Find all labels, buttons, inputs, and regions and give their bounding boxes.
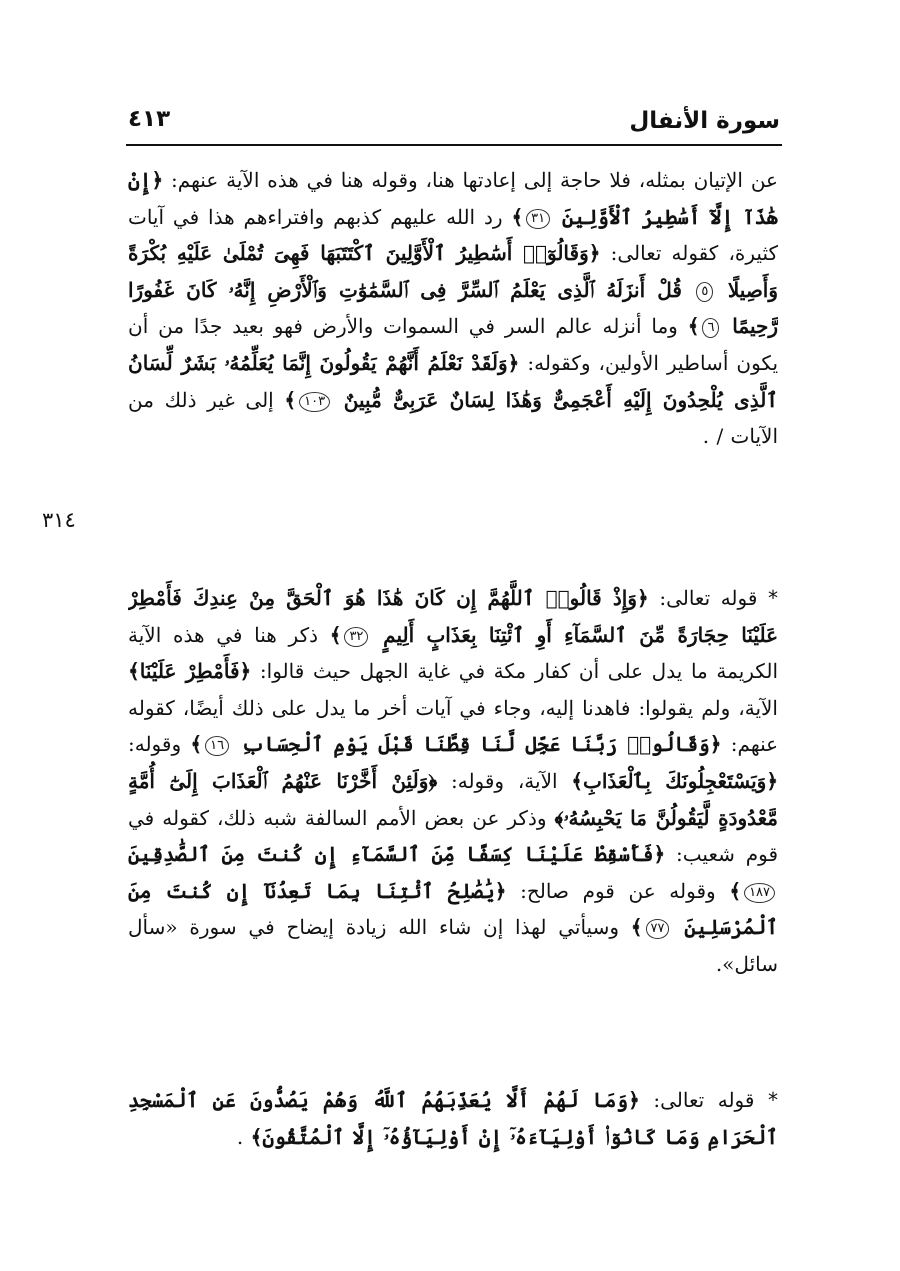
quran-bracket-close: ﴾ bbox=[190, 732, 203, 757]
quran-bracket-open: ﴿ bbox=[637, 586, 649, 610]
quran-quote: وَلَقَدْ نَعْلَمُ أَنَّهُمْ يَقُولُونَ إِنَّمَا يُعَلِّمُهُۥ بَشَرٌ لِّسَانُ ٱلَّذِى يُلْحِدُونَ إِلَيْهِ أَعْجَمِىٌّ وَهَٰذَا لِسَانٌ عَرَبِىٌّ مُّبِينٌ bbox=[128, 350, 778, 412]
ayah-number: ١٨٧ bbox=[744, 883, 775, 903]
quran-bracket-close: ﴾ bbox=[630, 915, 643, 940]
text-segment: عن الإتيان بمثله، فلا حاجة إلى إعادتها هنا، وقوله هنا في هذه الآية عنهم: bbox=[171, 168, 778, 192]
quran-quote: إِنْ هَٰذَآ إِلَّآ أَسَٰطِيرُ ٱلْأَوَّلِينَ bbox=[128, 168, 778, 229]
text-segment: ذكر هنا في هذه الآية الكريمة ما يدل على أن كفار مكة في غاية الجهل حيث قالوا: bbox=[128, 622, 778, 684]
text-segment: . bbox=[236, 1124, 244, 1149]
text-segment: إلى غير ذلك من الآيات / . bbox=[128, 387, 778, 449]
quran-bracket-open: ﴿ bbox=[507, 350, 520, 375]
text-segment: وقوله: bbox=[128, 732, 182, 757]
text-segment: وسيأتي لهذا إن شاء الله زيادة إيضاح في سورة «سأل سائل». bbox=[128, 915, 778, 976]
ayah-number: ٥ bbox=[696, 282, 713, 302]
text-segment: قوله تعالى: bbox=[653, 1088, 755, 1112]
quran-bracket-close: ﴾ bbox=[284, 387, 297, 412]
text-segment: رد الله عليهم كذبهم وافتراءهم هذا في آيات كثيرة، كقوله تعالى: bbox=[128, 204, 778, 266]
quran-quote: يَٰصَٰلِحُ ٱئْتِنَا بِمَا تَعِدُنَآ إِن كُنتَ مِنَ ٱلْمُرْسَلِينَ bbox=[128, 878, 778, 940]
quran-bracket-close: ﴾ bbox=[250, 1124, 263, 1149]
ayah-number: ١٦ bbox=[205, 736, 229, 756]
margin-page-reference: ٣١٤ bbox=[42, 508, 76, 532]
paragraph-3 bbox=[128, 1082, 778, 1158]
text-segment: وذكر عن بعض الأمم السالفة شبه ذلك، كقوله في قوم شعيب: bbox=[128, 805, 778, 867]
page-header bbox=[128, 100, 780, 144]
quran-quote: وَمَا لَهُمْ أَلَّا يُعَذِّبَهُمُ ٱللَّهُ وَهُمْ يَصُدُّونَ عَنِ ٱلْمَسْجِدِ ٱلْحَرَامِ وَمَا كَانُوٓا۟ أَوْلِيَآءَهُۥٓ إِنْ أَوْلِيَآؤُهُۥٓ إِلَّا ٱلْمُتَّقُونَ bbox=[128, 1088, 778, 1149]
text-segment: وما أنزله عالم السر في السموات والأرض فهو بعيد جدًا من أن يكون أساطير الأولين، وكقوله: bbox=[128, 314, 778, 375]
page-body bbox=[128, 162, 778, 1158]
quran-bracket-open: ﴿ bbox=[709, 732, 722, 757]
text-segment: قوله تعالى: bbox=[659, 586, 758, 610]
text-segment: الآية، وقوله: bbox=[450, 768, 558, 793]
quran-bracket-close: ﴾ bbox=[511, 204, 524, 229]
quran-bracket-open: ﴿ bbox=[494, 878, 507, 903]
ayah-number: ١٠٣ bbox=[299, 392, 330, 412]
quran-bracket-open: ﴿ bbox=[239, 659, 252, 684]
paragraph-1 bbox=[128, 162, 778, 564]
quran-bracket-open: ﴿ bbox=[766, 768, 778, 793]
quran-bracket-close: ﴾ bbox=[329, 622, 342, 647]
text-segment: الآية، ولم يقولوا: فاهدنا إليه، وجاء في آيات أخر ما يدل على ذلك أيضًا، كقوله عنهم: bbox=[128, 695, 778, 757]
quran-quote: وَقَالُوا۟ رَبَّنَا عَجِّل لَّنَا قِطَّنَا قَبْلَ يَوْمِ ٱلْحِسَابِ bbox=[241, 732, 710, 757]
quran-quote: فَأَمْطِرْ عَلَيْنَا bbox=[139, 659, 240, 684]
quran-bracket-open: ﴿ bbox=[151, 168, 164, 192]
quran-bracket-open: ﴿ bbox=[428, 768, 438, 793]
quran-bracket-close: ﴾ bbox=[554, 805, 564, 830]
quran-bracket-open: ﴿ bbox=[588, 241, 601, 266]
quran-bracket-open: ﴿ bbox=[628, 1088, 640, 1112]
header-divider bbox=[126, 144, 782, 146]
ayah-number: ٦ bbox=[702, 318, 719, 338]
quran-bracket-close: ﴾ bbox=[128, 659, 140, 684]
quran-quote: وَيَسْتَعْجِلُونَكَ بِٱلْعَذَابِ bbox=[583, 768, 767, 793]
ayah-number: ٧٧ bbox=[646, 919, 670, 939]
ayah-number: ٣١ bbox=[526, 209, 550, 229]
surah-title: سورة الأنفال bbox=[629, 108, 780, 134]
quran-quote: وَإِذْ قَالُوا۟ ٱللَّهُمَّ إِن كَانَ هَٰذَا هُوَ ٱلْحَقَّ مِنْ عِندِكَ فَأَمْطِرْ عَلَيْنَا حِجَارَةً مِّنَ ٱلسَّمَآءِ أَوِ ٱئْتِنَا بِعَذَابٍ أَلِيمٍ bbox=[128, 586, 778, 647]
quran-bracket-close: ﴾ bbox=[729, 878, 742, 903]
quran-quote: وَقَالُوٓا۟ أَسَٰطِيرُ ٱلْأَوَّلِينَ ٱكْتَتَبَهَا فَهِىَ تُمْلَىٰ عَلَيْهِ بُكْرَةً وَأَصِيلًا bbox=[128, 241, 778, 302]
quran-bracket-open: ﴿ bbox=[653, 842, 666, 867]
page-number: ٤١٣ bbox=[128, 106, 171, 132]
quran-quote: قُلْ أَنزَلَهُ ٱلَّذِى يَعْلَمُ ٱلسِّرَّ فِى ٱلسَّمَٰوَٰتِ وَٱلْأَرْضِ إِنَّهُۥ كَانَ غَفُورًا رَّحِيمًا bbox=[128, 277, 778, 339]
paragraph-2 bbox=[128, 580, 778, 1074]
quran-bracket-close: ﴾ bbox=[687, 314, 700, 339]
ayah-number: ٣٢ bbox=[344, 627, 368, 647]
text-segment: وقوله عن قوم صالح: bbox=[520, 878, 716, 903]
quran-quote: فَأَسْقِطْ عَلَيْنَا كِسَفًا مِّنَ ٱلسَّمَآءِ إِن كُنتَ مِنَ ٱلصَّٰدِقِينَ bbox=[128, 842, 654, 867]
quran-bracket-close: ﴾ bbox=[571, 768, 584, 793]
section-star-icon: * bbox=[768, 586, 778, 610]
quran-quote: وَلَئِنْ أَخَّرْنَا عَنْهُمُ ٱلْعَذَابَ إِلَىٰٓ أُمَّةٍ مَّعْدُودَةٍ لَّيَقُولُنَّ مَا يَحْبِسُهُۥ bbox=[128, 768, 778, 830]
section-star-icon: * bbox=[768, 1088, 778, 1112]
